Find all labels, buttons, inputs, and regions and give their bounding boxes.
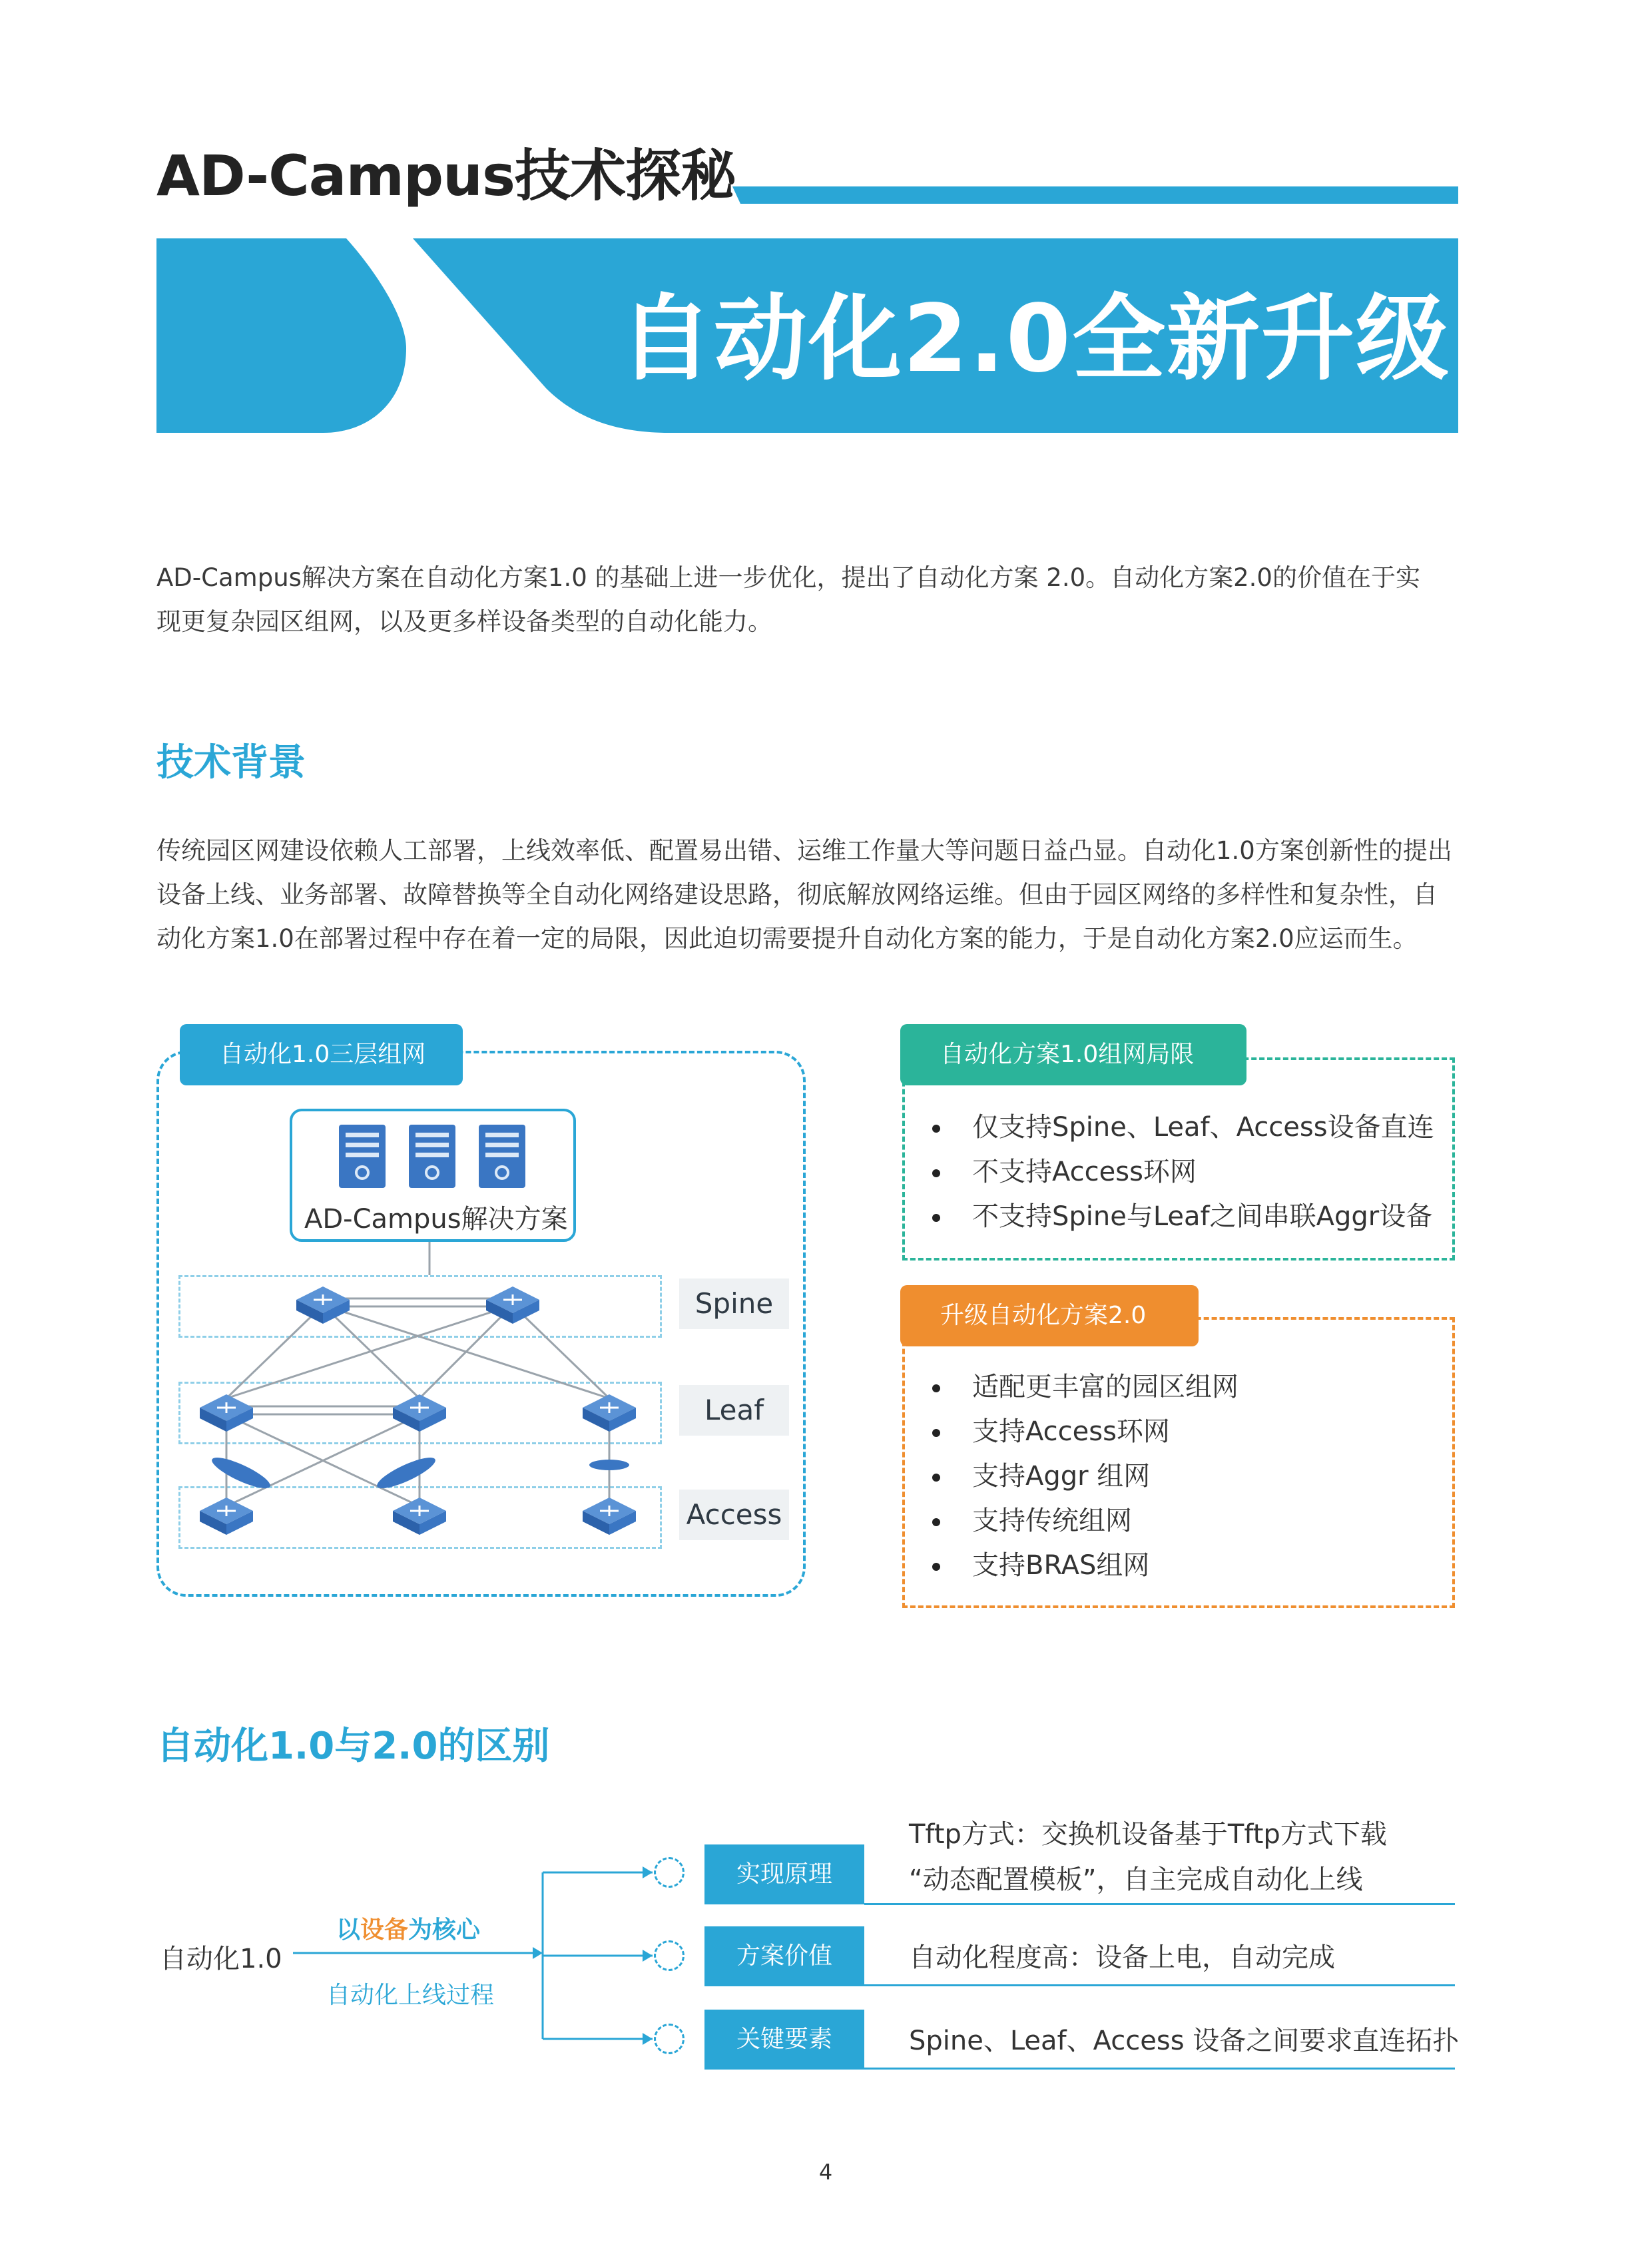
layer-label-access: Access xyxy=(679,1490,789,1540)
row-circle xyxy=(654,1940,685,1971)
limits-item: 仅支持Spine、Leaf、Access设备直连 xyxy=(932,1105,1434,1150)
row-label-value: 方案价值 xyxy=(704,1926,864,1986)
row-underline xyxy=(864,1984,1455,1986)
solution-label: AD-Campus解决方案 xyxy=(304,1204,568,1235)
row-text-principle-line1: Tftp方式：交换机设备基于Tftp方式下载 xyxy=(909,1819,1387,1850)
series-title: AD-Campus技术探秘 xyxy=(156,143,736,208)
section-title-background: 技术背景 xyxy=(156,741,306,784)
spine-layer-box xyxy=(178,1275,662,1338)
row-label-principle: 实现原理 xyxy=(704,1844,864,1904)
topology-tag: 自动化1.0三层组网 xyxy=(180,1024,463,1085)
intro-paragraph xyxy=(156,556,1488,644)
limits-list xyxy=(932,1105,1434,1239)
background-line: 传统园区网建设依赖人工部署，上线效率低、配置易出错、运维工作量大等问题日益凸显。自动化1.0方案创新性的提出 xyxy=(156,836,1452,865)
limits-item: 不支持Spine与Leaf之间串联Aggr设备 xyxy=(932,1195,1434,1239)
process-subtitle: 自动化上线过程 xyxy=(326,1982,495,2009)
intro-line: 现更复杂园区组网，以及更多样设备类型的自动化能力。 xyxy=(156,607,772,636)
leaf-layer-box xyxy=(178,1382,662,1444)
upgrade-tag: 升级自动化方案2.0 xyxy=(900,1285,1199,1346)
core-suffix: 为核心 xyxy=(408,1916,481,1944)
section-title-difference: 自动化1.0与2.0的区别 xyxy=(156,1725,550,1768)
row-text-value: 自动化程度高：设备上电，自动完成 xyxy=(909,1942,1335,1973)
row-underline xyxy=(864,1903,1455,1905)
core-prefix: 以 xyxy=(336,1916,361,1944)
upgrade-item: 支持BRAS组网 xyxy=(932,1543,1239,1588)
row-circle xyxy=(654,1857,685,1888)
layer-label-spine: Spine xyxy=(679,1278,789,1329)
intro-line: AD-Campus解决方案在自动化方案1.0 的基础上进一步优化，提出了自动化方案 2.0。自动化方案2.0的价值在于实 xyxy=(156,563,1420,592)
row-text-principle-line2: “动态配置模板”，自主完成自动化上线 xyxy=(909,1864,1363,1895)
upgrade-list xyxy=(932,1365,1239,1588)
server-icons xyxy=(339,1125,532,1191)
version-label: 自动化1.0 xyxy=(160,1944,282,1974)
upgrade-item: 支持Access环网 xyxy=(932,1410,1239,1454)
page-number: 4 xyxy=(818,2159,833,2185)
access-layer-box xyxy=(178,1486,662,1549)
row-circle xyxy=(654,2024,685,2054)
header-rule xyxy=(732,186,1458,204)
row-underline xyxy=(864,2068,1455,2070)
background-line: 设备上线、业务部署、故障替换等全自动化网络建设思路，彻底解放网络运维。但由于园区网络的多样性和复杂性，自 xyxy=(156,880,1438,909)
background-paragraph xyxy=(156,829,1488,961)
row-label-key-elements: 关键要素 xyxy=(704,2010,864,2070)
banner-title: 自动化2.0全新升级 xyxy=(619,285,1451,394)
layer-label-leaf: Leaf xyxy=(679,1385,789,1436)
solution-box xyxy=(290,1109,576,1242)
core-statement xyxy=(336,1911,480,1945)
upgrade-item: 支持传统组网 xyxy=(932,1499,1239,1543)
core-highlight: 设备 xyxy=(360,1916,409,1944)
row-text-key-elements: Spine、Leaf、Access 设备之间要求直连拓扑 xyxy=(909,2026,1460,2056)
upgrade-item: 支持Aggr 组网 xyxy=(932,1454,1239,1499)
limits-item: 不支持Access环网 xyxy=(932,1150,1434,1195)
limits-tag: 自动化方案1.0组网局限 xyxy=(900,1024,1246,1085)
upgrade-item: 适配更丰富的园区组网 xyxy=(932,1365,1239,1410)
background-line: 动化方案1.0在部署过程中存在着一定的局限，因此迫切需要提升自动化方案的能力，于是自动化方案2.0应运而生。 xyxy=(156,924,1418,953)
